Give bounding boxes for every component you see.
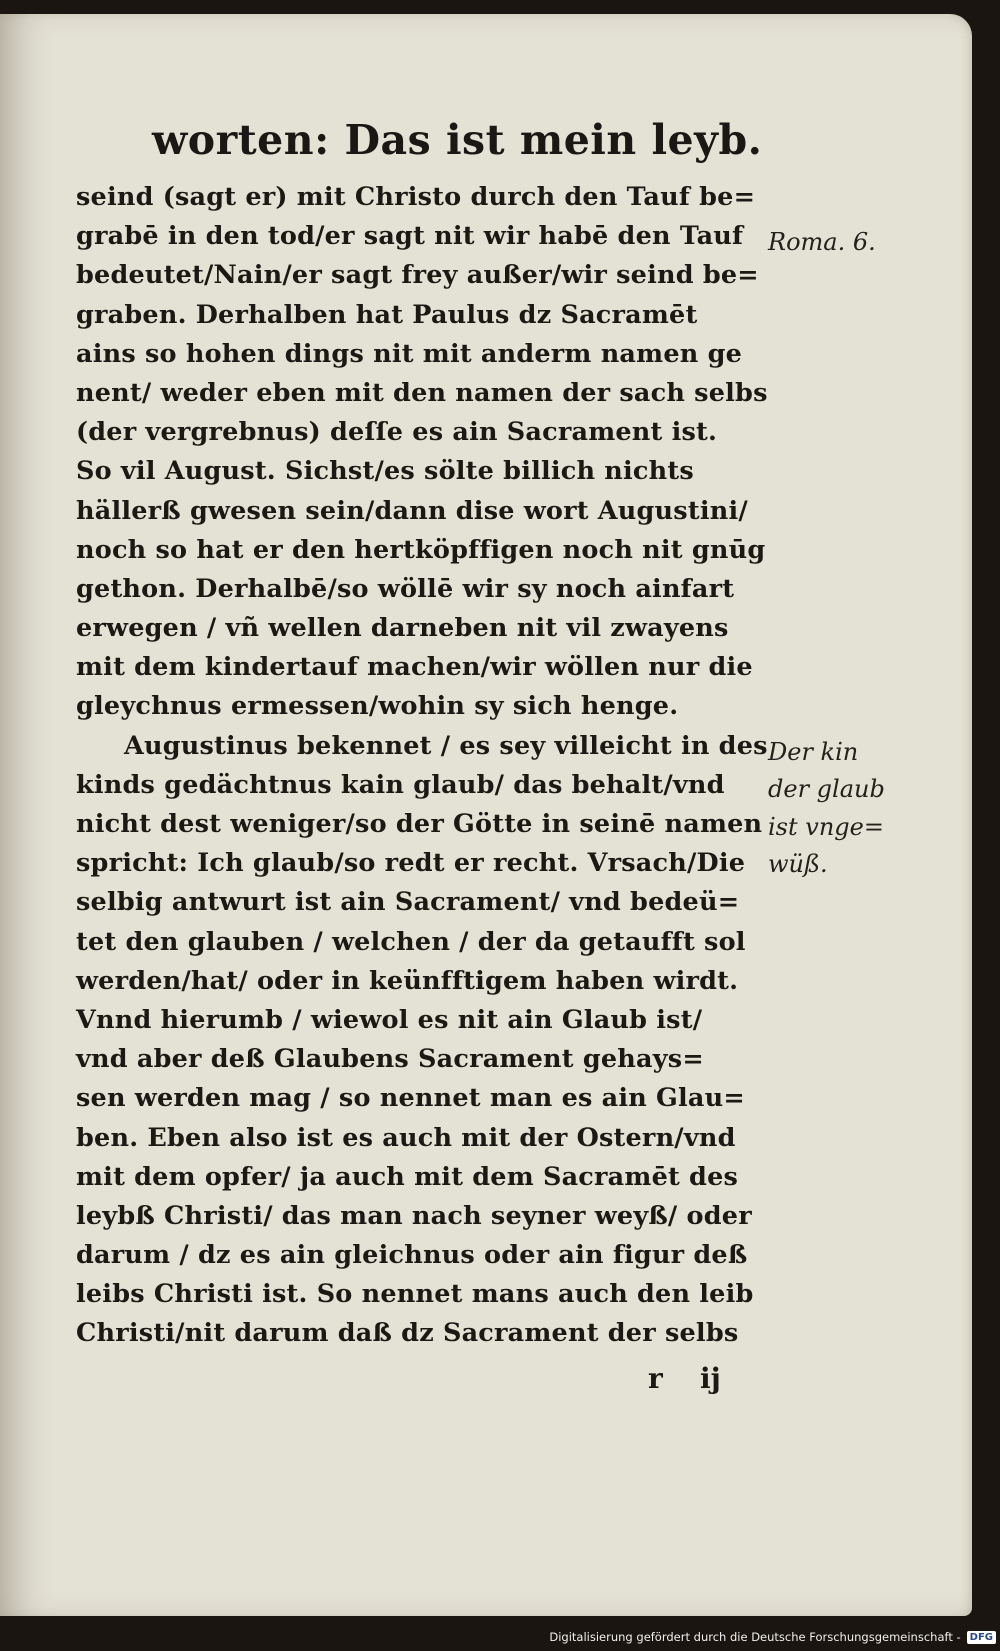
- margin-note-line: der glaub: [768, 775, 885, 803]
- main-text-block: [76, 178, 766, 1354]
- margin-note-line: wüß.: [768, 850, 828, 878]
- margin-note-line: Der kin: [768, 738, 859, 766]
- text-line: spricht: Ich glaub/so redt er recht. Vrsach/Die: [76, 848, 746, 879]
- text-line: graben. Derhalben hat Paulus dz Sacramēt: [76, 299, 698, 330]
- text-line: ben. Eben also ist es auch mit der Ostern/vnd: [76, 1122, 736, 1153]
- text-line: noch so hat er den hertköpffigen noch nit gnūg: [76, 534, 766, 565]
- text-line: leibs Christi ist. So nennet mans auch den leib: [76, 1279, 754, 1310]
- text-line: sen werden mag / so nennet man es ain Glau=: [76, 1083, 745, 1114]
- signature-number: ij: [700, 1362, 721, 1395]
- text-line: werden/hat/ oder in keünfftigem haben wirdt.: [76, 965, 739, 996]
- text-line: vnd aber deß Glaubens Sacrament gehays=: [76, 1044, 704, 1075]
- text-line: kinds gedächtnus kain glaub/ das behalt/vnd: [76, 769, 725, 800]
- text-line: darum / dz es ain gleichnus oder ain figur deß: [76, 1240, 748, 1271]
- text-line: hällerß gwesen sein/dann dise wort Augustini/: [76, 495, 748, 526]
- text-line: mit dem opfer/ ja auch mit dem Sacramēt des: [76, 1161, 739, 1192]
- signature-letter: r: [648, 1362, 663, 1395]
- text-line: (der vergrebnus) deſſe es ain Sacrament ist.: [76, 417, 718, 448]
- text-line: So vil August. Sichst/es sölte billich nichts: [76, 456, 694, 487]
- text-line: nicht dest weniger/so der Götte in seinē namen: [76, 809, 763, 839]
- dfg-logo-icon: DFG: [967, 1631, 996, 1644]
- text-line: leybß Christi/ das man nach seyner weyß/ oder: [76, 1200, 752, 1231]
- text-line: grabē in den tod/er sagt nit wir habē den Tauf: [76, 221, 744, 252]
- text-line: nent/ weder eben mit den namen der sach selbs: [76, 377, 768, 408]
- text-line: Vnnd hierumb / wiewol es nit ain Glaub ist/: [76, 1004, 703, 1035]
- text-line: ains so hohen dings nit mit anderm namen ge: [76, 338, 743, 369]
- text-line: seind (sagt er) mit Christo durch den Tauf be=: [76, 182, 756, 212]
- text-line: gethon. Derhalbē/so wöllē wir sy noch ainfart: [76, 573, 735, 604]
- text-line: selbig antwurt ist ain Sacrament/ vnd bedeü=: [76, 887, 740, 918]
- text-line: gleychnus ermessen/wohin sy sich henge.: [76, 691, 679, 722]
- text-line: erwegen / vñ wellen darneben nit vil zwayens: [76, 613, 729, 644]
- text-line-paragraph-start: Augustinus bekennet / es sey villeicht in des: [124, 730, 768, 761]
- text-line: Christi/nit darum daß dz Sacrament der selbs: [76, 1318, 739, 1349]
- text-line: tet den glauben / welchen / der da getaufft sol: [76, 926, 746, 957]
- running-head: worten: Das ist mein leyb.: [152, 116, 763, 164]
- text-line: mit dem kindertauf machen/wir wöllen nur die: [76, 652, 753, 683]
- text-line: bedeutet/Nain/er sagt frey außer/wir seind be=: [76, 260, 759, 291]
- digitization-footer: [549, 1627, 996, 1647]
- margin-note-line: ist vnge=: [768, 813, 884, 841]
- margin-note-roma: Roma. 6.: [768, 228, 876, 256]
- footer-credit: Digitalisierung gefördert durch die Deutsche Forschungsgemeinschaft -: [549, 1630, 961, 1644]
